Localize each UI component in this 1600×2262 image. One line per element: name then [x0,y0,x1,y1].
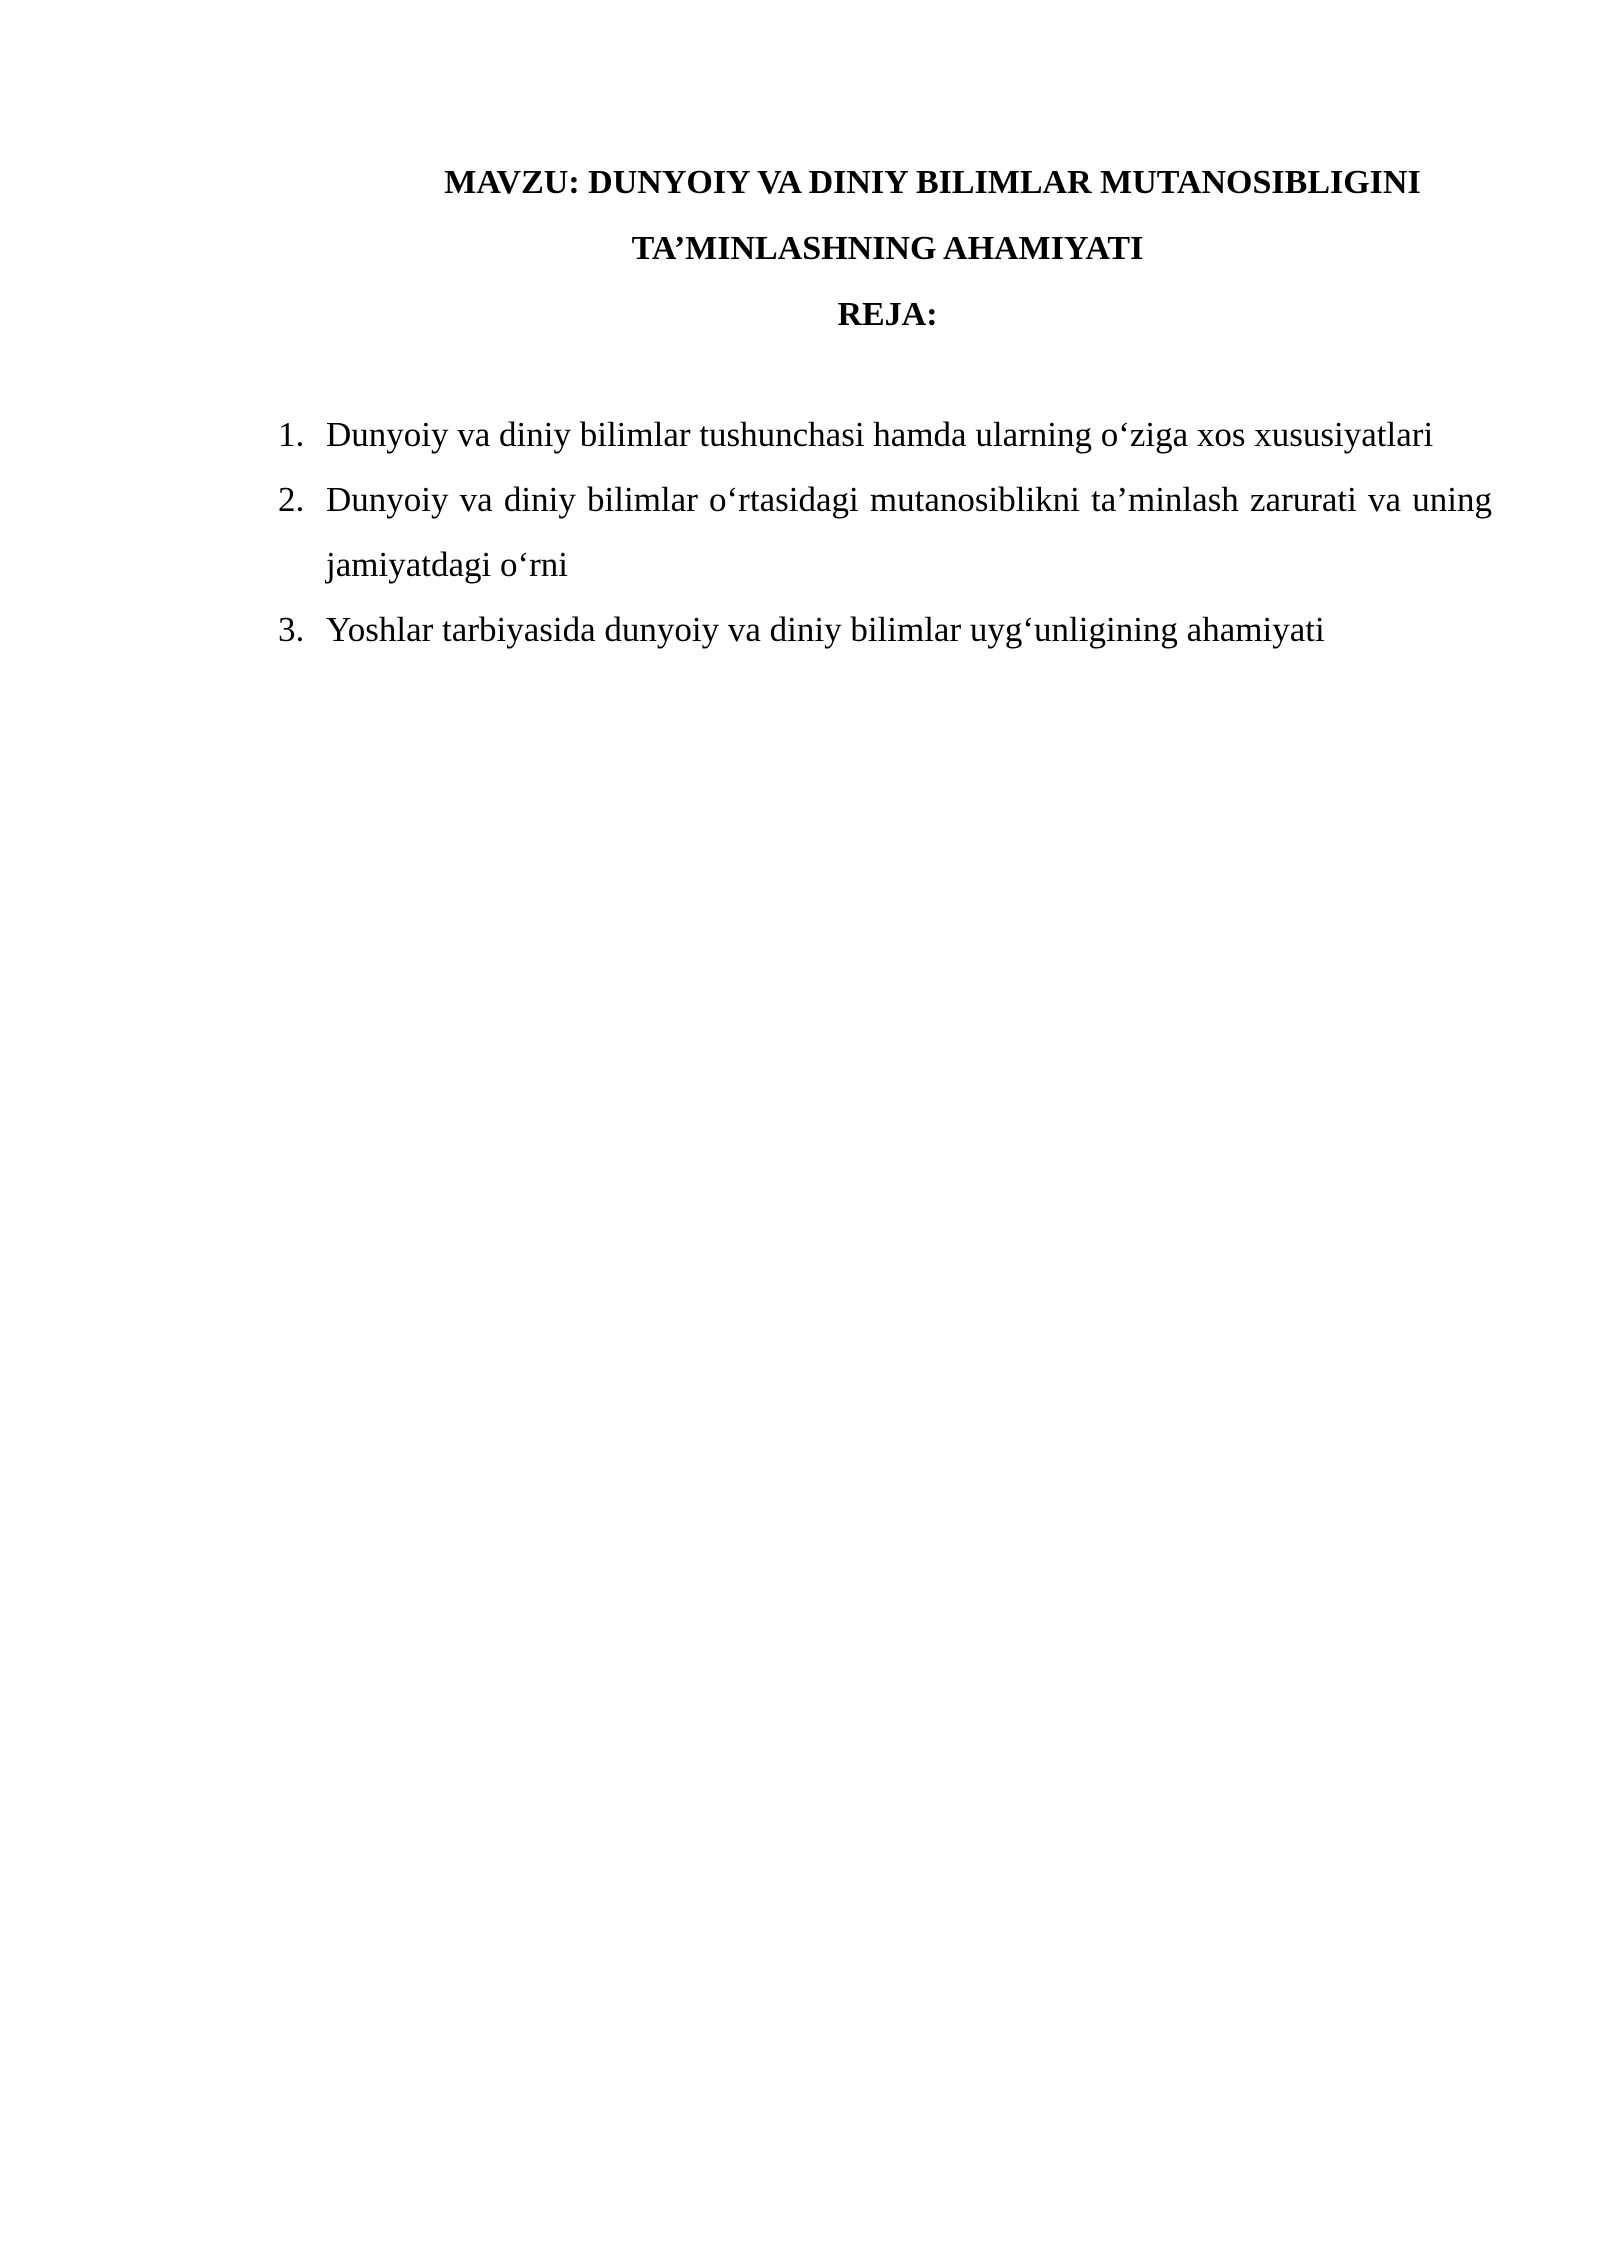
plan-item-number: 2. [278,480,305,519]
title-line-1: MAVZU: DUNYOIY VA DINIY BILIMLAR MUTANOSIBLIGINI [444,164,1421,201]
plan-list [270,402,1492,662]
plan-item-text: Yoshlar tarbiyasida dunyoiy va diniy bilimlar uyg‘unligining ahamiyati [326,610,1325,649]
plan-item-1 [270,402,1492,467]
plan-item-text: Dunyoiy va diniy bilimlar tushunchasi hamda ularning o‘ziga xos xususiyatlari [326,415,1434,454]
plan-heading: REJA: [837,296,938,333]
title-line-2: TA’MINLASHNING AHAMIYATI [631,230,1144,267]
plan-item-2 [270,467,1492,597]
plan-item-text: Dunyoiy va diniy bilimlar o‘rtasidagi mutanosiblikni ta’minlash zarurati va uning jamiyatdagi o‘rni [326,480,1492,584]
plan-item-number: 3. [278,610,305,649]
plan-item-3 [270,597,1492,662]
plan-item-number: 1. [278,415,305,454]
title-block [280,150,1495,348]
